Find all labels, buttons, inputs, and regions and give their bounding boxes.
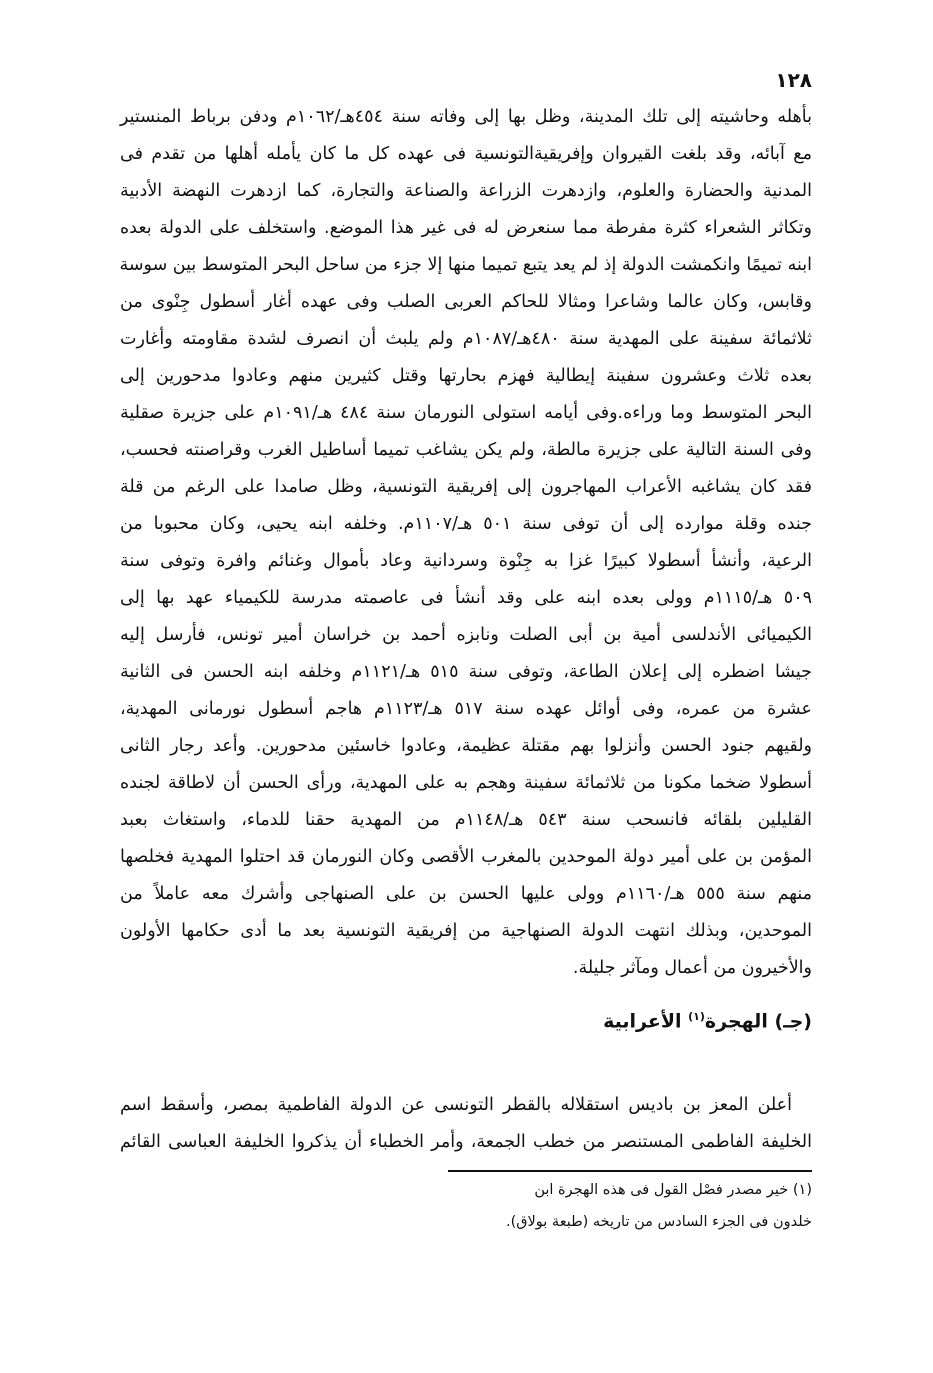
body-line: أسطولا ضخما مكونا من ثلاثمائة سفينة وهجم به على المهدية، ورأى الحسن أن لاطاقة لجنده	[120, 773, 812, 793]
heading-text: (جـ) الهجرة	[704, 1010, 812, 1033]
page-number: ١٢٨	[775, 68, 812, 92]
body-line: وفى السنة التالية على جزيرة مالطة، ولم يكن يشاغب تميما أساطيل الغرب وقراصنته فحسب،	[120, 440, 812, 460]
heading-text-suffix: الأعرابية	[603, 1010, 689, 1033]
body-line: منهم سنة ٥٥٥ هـ/١١٦٠م وولى عليها الحسن بن على الصنهاجى وأشرك معه عاملاً من	[120, 884, 812, 904]
section-line: الخليفة الفاطمى المستنصر من خطب الجمعة، وأمر الخطباء أن يذكروا الخليفة العباسى القائم	[120, 1132, 812, 1152]
body-line: ثلاثمائة سفينة على المهدية سنة ٤٨٠هـ/١٠٨٧م ولم يلبث أن انصرف لشدة مقاومته وأغارت	[120, 329, 812, 349]
section-heading	[120, 1010, 812, 1032]
footnote-line: (١) خير مصدر فصْل القول فى هذه الهجرة ابن	[534, 1182, 812, 1198]
footnote-line: خلدون فى الجزء السادس من تاريخه (طبعة بولاق).	[506, 1214, 812, 1230]
footnote-divider	[448, 1170, 812, 1172]
body-line: الكيميائى الأندلسى أمية بن أبى الصلت ونابزه أحمد بن خراسان أمير تونس، فأرسل إليه	[120, 625, 812, 645]
footnote-reference: (١)	[688, 1010, 705, 1023]
body-line: فقد كان يشاغبه الأعراب المهاجرون إلى إفريقية التونسية، وظل صامدا على الرغم من قلة	[120, 477, 812, 497]
body-line: البحر المتوسط وما وراءه.وفى أيامه استولى النورمان سنة ٤٨٤ هـ/١٠٩١م على جزيرة صقلية	[120, 403, 812, 423]
body-line: وتكاثر الشعراء كثرة مفرطة مما سنعرض له فى غير هذا الموضع. واستخلف على الدولة بعده	[120, 218, 812, 238]
body-line: ٥٠٩ هـ/١١١٥م وولى بعده ابنه على وقد أنشأ فى عاصمته مدرسة للكيمياء عهد بها إلى	[120, 588, 812, 608]
body-line: ابنه تميمًا وانكمشت الدولة إذ لم يعد يتبع تميما منها إلا جزء من ساحل البحر المتوسط بين سوسة	[119, 255, 812, 275]
body-line: الموحدين، وبذلك انتهت الدولة الصنهاجية من إفريقية التونسية بعد ما أدى حكامها الأولون	[120, 921, 812, 941]
body-line: القليلين بلقائه فانسحب سنة ٥٤٣ هـ/١١٤٨م من المهدية حقنا للدماء، واستغاث بعبد	[120, 810, 813, 830]
body-line: الرعية، وأنشأ أسطولا كبيرًا غزا به جِنْوة وسردانية وعاد بأموال وغنائم وافرة وتوفى سنة	[120, 551, 812, 571]
body-line: وقابس، وكان عالما وشاعرا ومثالا للحاكم العربى الصلب وفى عهده أغار أسطول جِنْوى من	[120, 292, 812, 312]
section-line: أعلن المعز بن باديس استقلاله بالقطر التونسى عن الدولة الفاطمية بمصر، وأسقط اسم	[120, 1095, 792, 1115]
body-line: عشرة من عمره، وفى أوائل عهده سنة ٥١٧ هـ/١١٢٣م هاجم أسطول نورمانى المهدية،	[120, 699, 812, 719]
body-line: جنده وقلة موارده إلى أن توفى سنة ٥٠١ هـ/١١٠٧م. وخلفه ابنه يحيى، وكان محبوبا من	[120, 514, 812, 534]
body-line: ولقيهم جنود الحسن وأنزلوا بهم مقتلة عظيمة، وعادوا خاسئين مدحورين. وأعد رجار الثانى	[120, 736, 812, 756]
body-line: مع آبائه، وقد بلغت القيروان وإفريقيةالتونسية فى عهده كل ما كان يأمله أهلها من تقدم فى	[120, 144, 812, 164]
body-line: المدنية والحضارة والعلوم، وازدهرت الزراعة والصناعة والتجارة، كما ازدهرت النهضة الأدبية	[120, 181, 812, 201]
body-line: بعده ثلاث وعشرون سفينة إيطالية فهزم بحارتها وقتل كثيرين منهم وعادوا مدحورين إلى	[120, 366, 812, 386]
body-line: بأهله وحاشيته إلى تلك المدينة، وظل بها إلى وفاته سنة ٤٥٤هـ/١٠٦٢م ودفن برباط المنستير	[120, 107, 812, 127]
body-line: جيشا اضطره إلى إعلان الطاعة، وتوفى سنة ٥١٥ هـ/١١٢١م وخلفه ابنه الحسن فى الثانية	[120, 662, 812, 682]
body-line: المؤمن بن على أمير دولة الموحدين بالمغرب الأقصى وكان النورمان قد احتلوا المهدية فخلصها	[120, 847, 812, 867]
body-line: والأخيرون من أعمال ومآثر جليلة.	[572, 958, 812, 978]
